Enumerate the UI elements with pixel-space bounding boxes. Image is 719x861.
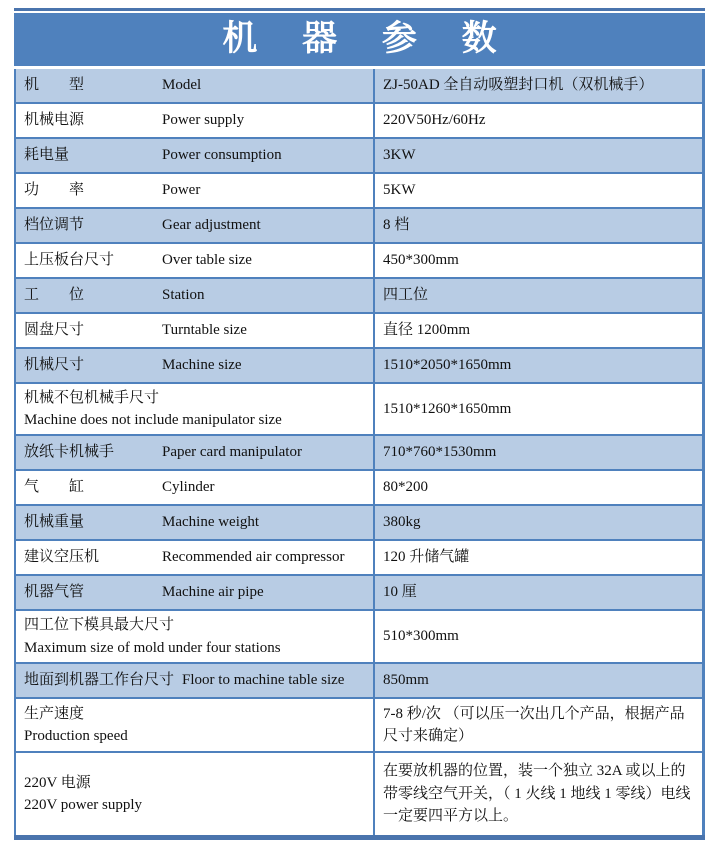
spec-value: 7-8 秒/次 （可以压一次出几个产品，根据产品尺寸来确定） bbox=[383, 705, 685, 744]
spec-label bbox=[16, 436, 375, 469]
spec-label bbox=[16, 244, 375, 277]
spec-label bbox=[16, 174, 375, 207]
spec-label bbox=[16, 69, 375, 102]
spec-label-en: Over table size bbox=[162, 252, 252, 269]
spec-label-zh: 放纸卡机械手 bbox=[24, 444, 115, 461]
spec-label-zh: 机械电源 bbox=[24, 112, 85, 129]
spec-value: 710*760*1530mm bbox=[383, 444, 497, 461]
spec-label-en: Station bbox=[162, 287, 205, 304]
spec-label-en: Power bbox=[162, 182, 201, 199]
spec-row bbox=[16, 244, 702, 279]
page-title: 机 器 参 数 bbox=[14, 13, 705, 66]
spec-row bbox=[16, 384, 702, 436]
spec-value: 四工位 bbox=[383, 287, 429, 304]
spec-label-zh: 档位调节 bbox=[24, 217, 85, 234]
spec-label-zh: 功 率 bbox=[24, 182, 85, 199]
spec-row bbox=[16, 139, 702, 174]
spec-label-en: Production speed bbox=[24, 728, 128, 744]
spec-label-en: Turntable size bbox=[162, 322, 247, 339]
spec-label-en: Recommended air compressor bbox=[162, 549, 345, 566]
spec-label bbox=[16, 209, 375, 242]
spec-row bbox=[16, 664, 702, 699]
spec-label-zh: 建议空压机 bbox=[24, 549, 100, 566]
spec-row bbox=[16, 209, 702, 244]
spec-label-zh: 机械重量 bbox=[24, 514, 85, 531]
spec-value: ZJ-50AD 全自动吸塑封口机（双机械手） bbox=[383, 77, 654, 94]
spec-label-en: Floor to machine table size bbox=[182, 672, 345, 689]
spec-value: 在要放机器的位置，装一个独立 32A 或以上的带零线空气开关，（ 1 火线 1 地线 1 零线）电线一定要四平方以上。 bbox=[383, 763, 691, 825]
spec-row bbox=[16, 576, 702, 611]
spec-label bbox=[16, 753, 375, 835]
spec-value: 1510*1260*1650mm bbox=[383, 400, 512, 417]
spec-row bbox=[16, 174, 702, 209]
spec-label-zh: 机器气管 bbox=[24, 584, 85, 601]
spec-value: 220V50Hz/60Hz bbox=[383, 112, 486, 129]
spec-value: 5KW bbox=[383, 182, 416, 199]
spec-label-en: Power supply bbox=[162, 112, 245, 129]
spec-value: 80*200 bbox=[383, 479, 428, 496]
spec-row bbox=[16, 541, 702, 576]
spec-row bbox=[16, 279, 702, 314]
spec-label-zh: 220V 电源 bbox=[24, 774, 91, 791]
spec-label-zh: 机械不包机械手尺寸 bbox=[24, 389, 160, 406]
spec-label bbox=[16, 506, 375, 539]
spec-row bbox=[16, 314, 702, 349]
spec-value: 3KW bbox=[383, 147, 416, 164]
spec-value: 450*300mm bbox=[383, 252, 459, 269]
spec-label-zh: 气 缸 bbox=[24, 479, 85, 496]
spec-label-zh: 圆盘尺寸 bbox=[24, 322, 85, 339]
spec-label bbox=[16, 104, 375, 137]
spec-row bbox=[16, 471, 702, 506]
spec-label-zh: 上压板台尺寸 bbox=[24, 252, 115, 269]
spec-label-en: Power consumption bbox=[162, 147, 282, 164]
spec-row bbox=[16, 69, 702, 104]
spec-label-zh: 机械尺寸 bbox=[24, 357, 85, 374]
spec-label-en: Maximum size of mold under four stations bbox=[24, 639, 281, 656]
spec-label-en: Machine size bbox=[162, 357, 242, 374]
spec-row bbox=[16, 699, 702, 753]
spec-label bbox=[16, 471, 375, 504]
spec-label bbox=[16, 384, 375, 434]
spec-label-en: Paper card manipulator bbox=[162, 444, 302, 461]
spec-row bbox=[16, 611, 702, 664]
spec-label bbox=[16, 139, 375, 172]
spec-label bbox=[16, 279, 375, 312]
spec-label-en: Machine weight bbox=[162, 514, 260, 531]
spec-label-zh: 地面到机器工作台尺寸 bbox=[24, 672, 175, 689]
spec-row bbox=[16, 753, 702, 835]
spec-label-en: Model bbox=[162, 77, 202, 94]
spec-row bbox=[16, 506, 702, 541]
spec-value: 1510*2050*1650mm bbox=[383, 357, 512, 374]
spec-row bbox=[16, 104, 702, 139]
spec-label bbox=[16, 349, 375, 382]
spec-label bbox=[16, 664, 375, 697]
spec-label-en: Cylinder bbox=[162, 479, 215, 496]
spec-label bbox=[16, 541, 375, 574]
spec-label bbox=[16, 314, 375, 347]
spec-label-zh: 耗电量 bbox=[24, 147, 70, 164]
spec-value: 850mm bbox=[383, 672, 429, 689]
spec-value: 8 档 bbox=[383, 217, 410, 234]
spec-row bbox=[16, 349, 702, 384]
spec-value: 510*300mm bbox=[383, 628, 459, 645]
spec-label-en: Machine air pipe bbox=[162, 584, 264, 601]
spec-label-en: Gear adjustment bbox=[162, 217, 261, 234]
spec-label-zh: 工 位 bbox=[24, 287, 85, 304]
spec-value: 10 厘 bbox=[383, 584, 417, 601]
table-top-border bbox=[14, 8, 705, 11]
spec-label bbox=[16, 611, 375, 662]
spec-value: 120 升储气罐 bbox=[383, 549, 470, 566]
table-bottom-border bbox=[14, 835, 705, 840]
spec-label-zh: 四工位下模具最大尺寸 bbox=[24, 617, 175, 633]
spec-label-en: 220V power supply bbox=[24, 797, 143, 813]
spec-value: 380kg bbox=[383, 514, 421, 531]
spec-table bbox=[14, 69, 705, 835]
spec-label-zh: 生产速度 bbox=[24, 705, 85, 722]
spec-row bbox=[16, 436, 702, 471]
spec-label bbox=[16, 576, 375, 609]
spec-value: 直径 1200mm bbox=[383, 322, 471, 339]
spec-sheet bbox=[14, 8, 705, 840]
spec-label-en: Machine does not include manipulator size bbox=[24, 412, 282, 428]
spec-label-zh: 机 型 bbox=[24, 77, 85, 94]
spec-label bbox=[16, 699, 375, 751]
